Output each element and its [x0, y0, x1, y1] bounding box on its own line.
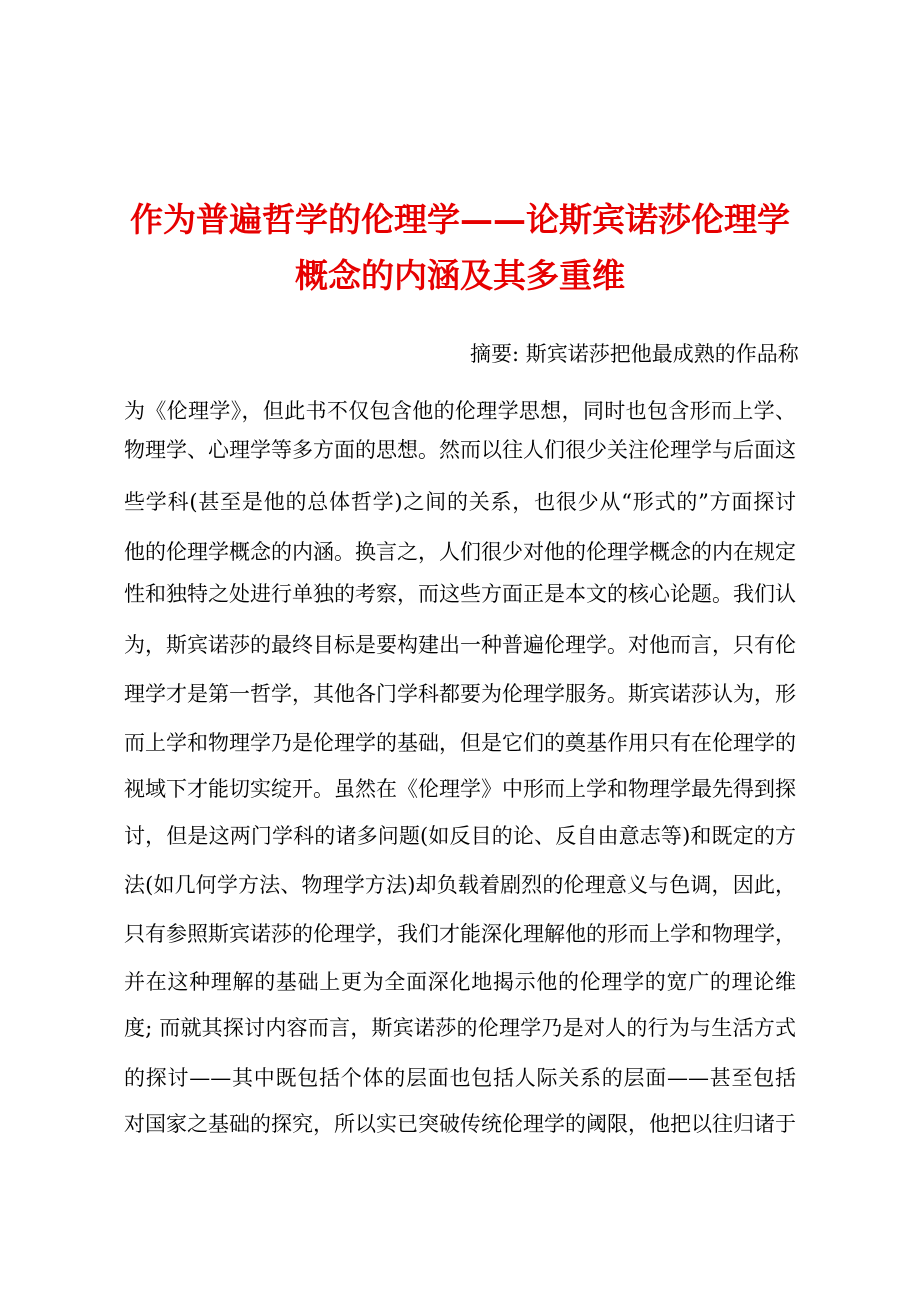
title-line-1: 作为普遍哲学的伦理学——论斯宾诺莎伦理学 — [130, 200, 790, 239]
abstract-line-5: 他的伦理学概念的内涵。换言之，人们很少对他的伦理学概念的内在规定 — [124, 540, 796, 564]
abstract-line-12: 法(如几何学方法、物理学方法)却负载着剧烈的伦理意义与色调，因此， — [124, 873, 796, 897]
abstract-line-17: 对国家之基础的探究，所以实已突破传统伦理学的阈限，他把以往归诸于 — [124, 1112, 796, 1136]
abstract-line-10: 视域下才能切实绽开。虽然在《伦理学》中形而上学和物理学最先得到探 — [124, 777, 796, 801]
abstract-line-15: 度; 而就其探讨内容而言，斯宾诺莎的伦理学乃是对人的行为与生活方式 — [124, 1016, 796, 1040]
abstract-line-2: 为《伦理学》，但此书不仅包含他的伦理学思想，同时也包含形而上学、 — [124, 399, 796, 423]
abstract-line-13: 只有参照斯宾诺莎的伦理学，我们才能深化理解他的形而上学和物理学， — [124, 922, 796, 946]
title-line-2: 概念的内涵及其多重维 — [295, 256, 625, 295]
abstract-line-11: 讨，但是这两门学科的诸多问题(如反目的论、反自由意志等)和既定的方 — [124, 824, 796, 848]
abstract-line-4: 些学科(甚至是他的总体哲学)之间的关系，也很少从“形式的”方面探讨 — [124, 490, 796, 514]
abstract-line-6: 性和独特之处进行单独的考察，而这些方面正是本文的核心论题。我们认 — [124, 582, 796, 606]
abstract-line-3: 物理学、心理学等多方面的思想。然而以往人们很少关注伦理学与后面这 — [124, 438, 796, 462]
abstract-line-16: 的探讨——其中既包括个体的层面也包括人际关系的层面——甚至包括 — [124, 1066, 796, 1090]
abstract-line-9: 而上学和物理学乃是伦理学的基础，但是它们的奠基作用只有在伦理学的 — [124, 731, 796, 755]
abstract-line-7: 为，斯宾诺莎的最终目标是要构建出一种普遍伦理学。对他而言，只有伦 — [124, 633, 796, 657]
abstract-line-8: 理学才是第一哲学，其他各门学科都要为伦理学服务。斯宾诺莎认为，形 — [124, 682, 796, 706]
abstract-line-1: 摘要: 斯宾诺莎把他最成熟的作品称 — [470, 342, 799, 366]
abstract-line-14: 并在这种理解的基础上更为全面深化地揭示他的伦理学的宽广的理论维 — [124, 970, 796, 994]
